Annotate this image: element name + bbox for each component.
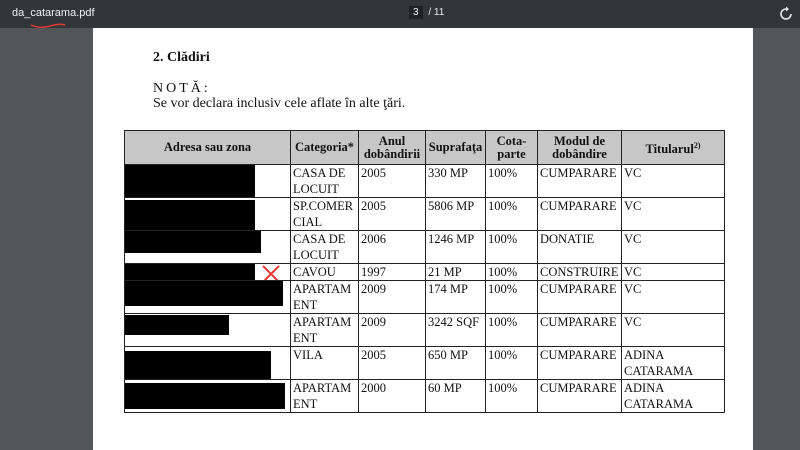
categoria-cell: APARTAM ENT <box>291 380 359 413</box>
categoria-cell: CASA DE LOCUIT <box>291 165 359 198</box>
rotate-icon[interactable] <box>778 6 794 22</box>
titular-cell: ADINA CATARAMA <box>622 380 725 413</box>
redaction-bar <box>125 315 230 335</box>
cota-cell: 100% <box>486 165 538 198</box>
address-cell <box>125 380 291 413</box>
suprafata-cell: 60 MP <box>426 380 486 413</box>
modul-cell: CONSTRUIRE <box>538 264 622 281</box>
column-header: Modul de dobândire <box>538 131 622 165</box>
column-header: Suprafaţa <box>426 131 486 165</box>
table-header-row <box>125 131 725 165</box>
categoria-cell: APARTAM ENT <box>291 281 359 314</box>
suprafata-cell: 3242 SQF <box>426 314 486 347</box>
section-heading: 2. Clădiri <box>153 50 210 65</box>
suprafata-cell: 5806 MP <box>426 198 486 231</box>
titular-cell: VC <box>622 314 725 347</box>
modul-cell: CUMPARARE <box>538 347 622 380</box>
address-cell <box>125 231 291 264</box>
address-cell <box>125 314 291 347</box>
anul-cell: 2009 <box>359 281 426 314</box>
buildings-table <box>124 130 725 413</box>
table-row <box>125 165 725 198</box>
anul-cell: 2006 <box>359 231 426 264</box>
modul-cell: CUMPARARE <box>538 314 622 347</box>
table-row <box>125 314 725 347</box>
anul-cell: 2000 <box>359 380 426 413</box>
redaction-bar <box>125 200 256 231</box>
cota-cell: 100% <box>486 198 538 231</box>
suprafata-cell: 21 MP <box>426 264 486 281</box>
titular-label: Titularul <box>645 142 694 157</box>
cota-cell: 100% <box>486 347 538 380</box>
categoria-cell: APARTAM ENT <box>291 314 359 347</box>
titular-cell: VC <box>622 165 725 198</box>
suprafata-cell: 1246 MP <box>426 231 486 264</box>
table-row <box>125 281 725 314</box>
cota-cell: 100% <box>486 264 538 281</box>
address-cell <box>125 165 291 198</box>
categoria-cell: SP.COMER CIAL <box>291 198 359 231</box>
redaction-bar <box>125 281 284 307</box>
table-row <box>125 380 725 413</box>
table-row <box>125 264 725 281</box>
table-row <box>125 231 725 264</box>
cota-cell: 100% <box>486 231 538 264</box>
redaction-bar <box>125 264 256 281</box>
page-indicator <box>409 6 444 19</box>
file-name: da_catarama.pdf <box>12 7 95 19</box>
modul-cell: CUMPARARE <box>538 165 622 198</box>
categoria-cell: CAVOU <box>291 264 359 281</box>
anul-cell: 2009 <box>359 314 426 347</box>
address-cell <box>125 281 291 314</box>
suprafata-cell: 174 MP <box>426 281 486 314</box>
titular-cell: VC <box>622 281 725 314</box>
nota-label: NOTĂ: <box>153 81 211 96</box>
cota-cell: 100% <box>486 281 538 314</box>
column-header: Categoria* <box>291 131 359 165</box>
suprafata-cell: 650 MP <box>426 347 486 380</box>
column-header: Cota-parte <box>486 131 538 165</box>
modul-cell: CUMPARARE <box>538 380 622 413</box>
pdf-page <box>93 28 753 450</box>
column-header <box>622 131 725 165</box>
titular-footnote: 2) <box>693 140 701 150</box>
anul-cell: 2005 <box>359 198 426 231</box>
titular-cell: VC <box>622 264 725 281</box>
categoria-cell: VILA <box>291 347 359 380</box>
titular-cell: VC <box>622 231 725 264</box>
redaction-bar <box>125 165 256 198</box>
modul-cell: CUMPARARE <box>538 281 622 314</box>
cota-cell: 100% <box>486 314 538 347</box>
redaction-bar <box>125 383 286 409</box>
suprafata-cell: 330 MP <box>426 165 486 198</box>
anul-cell: 2005 <box>359 347 426 380</box>
anul-cell: 1997 <box>359 264 426 281</box>
titular-cell: VC <box>622 198 725 231</box>
categoria-cell: CASA DE LOCUIT <box>291 231 359 264</box>
modul-cell: DONATIE <box>538 231 622 264</box>
address-cell <box>125 264 291 281</box>
modul-cell: CUMPARARE <box>538 198 622 231</box>
page-total: / 11 <box>428 7 445 18</box>
viewer-toolbar <box>0 0 800 28</box>
titular-cell: ADINA CATARAMA <box>622 347 725 380</box>
address-cell <box>125 347 291 380</box>
red-cross-annotation <box>261 264 281 281</box>
column-header: Anul dobândirii <box>359 131 426 165</box>
address-cell <box>125 198 291 231</box>
cota-cell: 100% <box>486 380 538 413</box>
anul-cell: 2005 <box>359 165 426 198</box>
table-row <box>125 347 725 380</box>
redaction-bar <box>125 231 262 253</box>
column-header: Adresa sau zona <box>125 131 291 165</box>
document-viewport[interactable] <box>0 28 800 450</box>
page-number-input[interactable]: 3 <box>409 6 423 19</box>
redaction-bar <box>125 351 272 379</box>
table-row <box>125 198 725 231</box>
nota-text: Se vor declara inclusiv cele aflate în alte ţări. <box>153 96 406 111</box>
